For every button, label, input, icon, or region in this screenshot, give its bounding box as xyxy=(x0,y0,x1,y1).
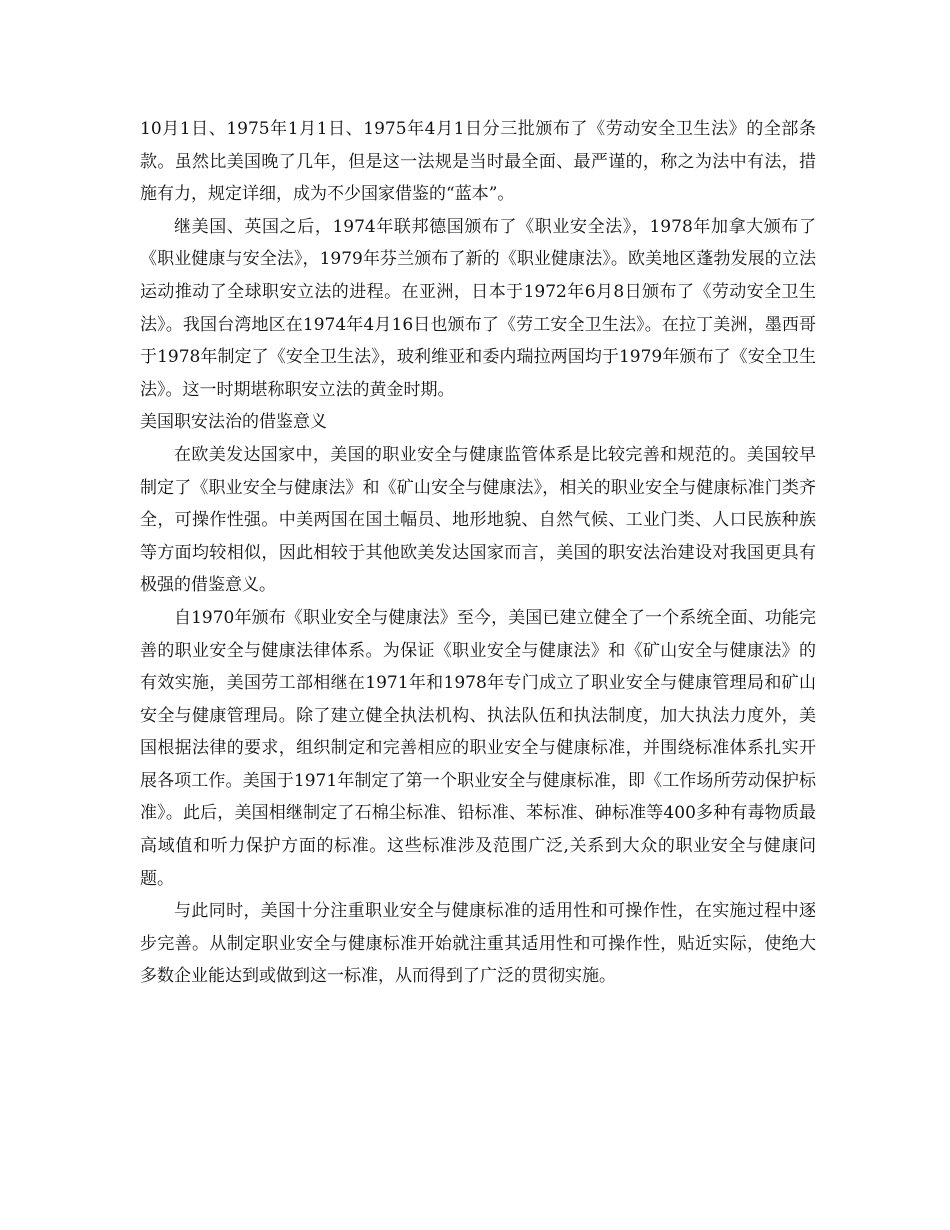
body-paragraph: 与此同时，美国十分注重职业安全与健康标准的适用性和可操作性，在实施过程中逐步完善。从制定职业安全与健康标准开始就注重其适用性和可操作性，贴近实际，使绝大多数企业能达到或做到这一标准，从而得到了广泛的贯彻实施。 xyxy=(140,901,816,987)
body-paragraph: 在欧美发达国家中，美国的职业安全与健康监管体系是比较完善和规范的。美国较早制定了《职业安全与健康法》和《矿山安全与健康法》，相关的职业安全与健康标准门类齐全，可操作性强。中美两国在国土幅员、地形地貌、自然气候、工业门类、人口民族种族等方面均较相似，因此相较于其他欧美发达国家而言，美国的职安法治建设对我国更具有极强的借鉴意义。 xyxy=(140,444,816,596)
body-paragraph: 自1970年颁布《职业安全与健康法》至今，美国已建立健全了一个系统全面、功能完善的职业安全与健康法律体系。为保证《职业安全与健康法》和《矿山安全与健康法》的有效实施，美国劳工部相继在1971年和1978年专门成立了职业安全与健康管理局和矿山安全与健康管理局。除了建立健全执法机构、执法队伍和执法制度，加大执法力度外，美国根据法律的要求，组织制定和完善相应的职业安全与健康标准，并围绕标准体系扎实开展各项工作。美国于1971年制定了第一个职业安全与健康标准，即《工作场所劳动保护标准》。此后，美国相继制定了石棉尘标准、铅标准、苯标准、砷标准等400多种有毒物质最高域值和听力保护方面的标准。这些标准涉及范围广泛,关系到大众的职业安全与健康问题。 xyxy=(140,607,816,889)
body-paragraph: 10月1日、1975年1月1日、1975年4月1日分三批颁布了《劳动安全卫生法》的全部条款。虽然比美国晚了几年，但是这一法规是当时最全面、最严谨的，称之为法中有法，措施有力，规定详细，成为不少国家借鉴的“蓝本”。 xyxy=(140,119,816,205)
body-paragraph: 继美国、英国之后，1974年联邦德国颁布了《职业安全法》，1978年加拿大颁布了《职业健康与安全法》，1979年芬兰颁布了新的《职业健康法》。欧美地区蓬勃发展的立法运动推动了全球职安立法的进程。在亚洲，日本于1972年6月8日颁布了《劳动安全卫生法》。我国台湾地区在1974年4月16日也颁布了《劳工安全卫生法》。在拉丁美洲，墨西哥于1978年制定了《安全卫生法》，玻利维亚和委内瑞拉两国均于1979年颁布了《安全卫生法》。这一时期堪称职安立法的黄金时期。 xyxy=(140,216,816,400)
document-page xyxy=(140,113,816,993)
section-heading: 美国职安法治的借鉴意义 xyxy=(140,412,327,433)
